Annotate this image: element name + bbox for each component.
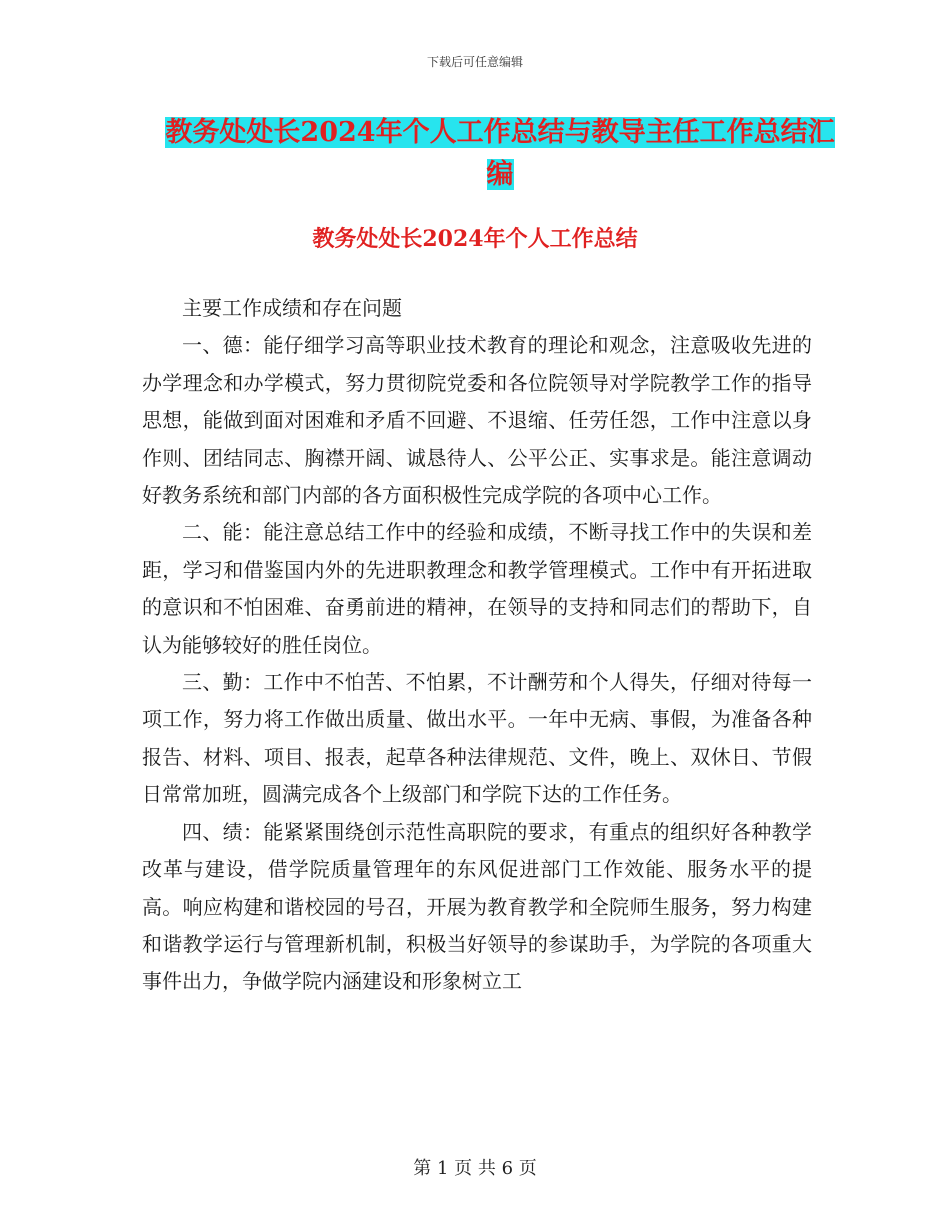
- paragraph: 四、绩：能紧紧围绕创示范性高职院的要求，有重点的组织好各种教学改革与建设，借学院质量管理年的东风促进部门工作效能、服务水平的提高。响应构建和谐校园的号召，开展为教育教学和全院师生服务，努力构建和谐教学运行与管理新机制，积极当好领导的参谋助手，为学院的各项重大事件出力，争做学院内涵建设和形象树立工: [142, 819, 812, 994]
- body-text: [142, 290, 812, 1001]
- paragraph: 一、德：能仔细学习高等职业技术教育的理论和观念，注意吸收先进的办学理念和办学模式，努力贯彻院党委和各位院领导对学院教学工作的指导思想，能做到面对困难和矛盾不回避、不退缩、任劳任怨，工作中注意以身作则、团结同志、胸襟开阔、诚恳待人、公平公正、实事求是。能注意调动好教务系统和部门内部的各方面积极性完成学院的各项中心工作。: [142, 333, 812, 508]
- header-note: 下载后可任意编辑: [426, 55, 523, 69]
- paragraph: 二、能：能注意总结工作中的经验和成绩，不断寻找工作中的失误和差距，学习和借鉴国内外的先进职教理念和教学管理模式。工作中有开拓进取的意识和不怕困难、奋勇前进的精神，在领导的支持和同志们的帮助下，自认为能够较好的胜任岗位。: [142, 520, 812, 657]
- section-title: 教务处处长2024年个人工作总结: [312, 226, 638, 252]
- paragraph: 三、勤：工作中不怕苦、不怕累，不计酬劳和个人得失，仔细对待每一项工作，努力将工作做出质量、做出水平。一年中无病、事假，为准备各种报告、材料、项目、报表，起草各种法律规范、文件，晚上、双休日、节假日常常加班，圆满完成各个上级部门和学院下达的工作任务。: [142, 670, 812, 807]
- document-title-text: 教务处处长2024年个人工作总结与教导主任工作总结汇编: [165, 117, 835, 190]
- page-footer: 第 1 页 共 6 页: [413, 1158, 537, 1179]
- document-title: [160, 112, 840, 196]
- paragraph-heading: 主要工作成绩和存在问题: [182, 296, 402, 320]
